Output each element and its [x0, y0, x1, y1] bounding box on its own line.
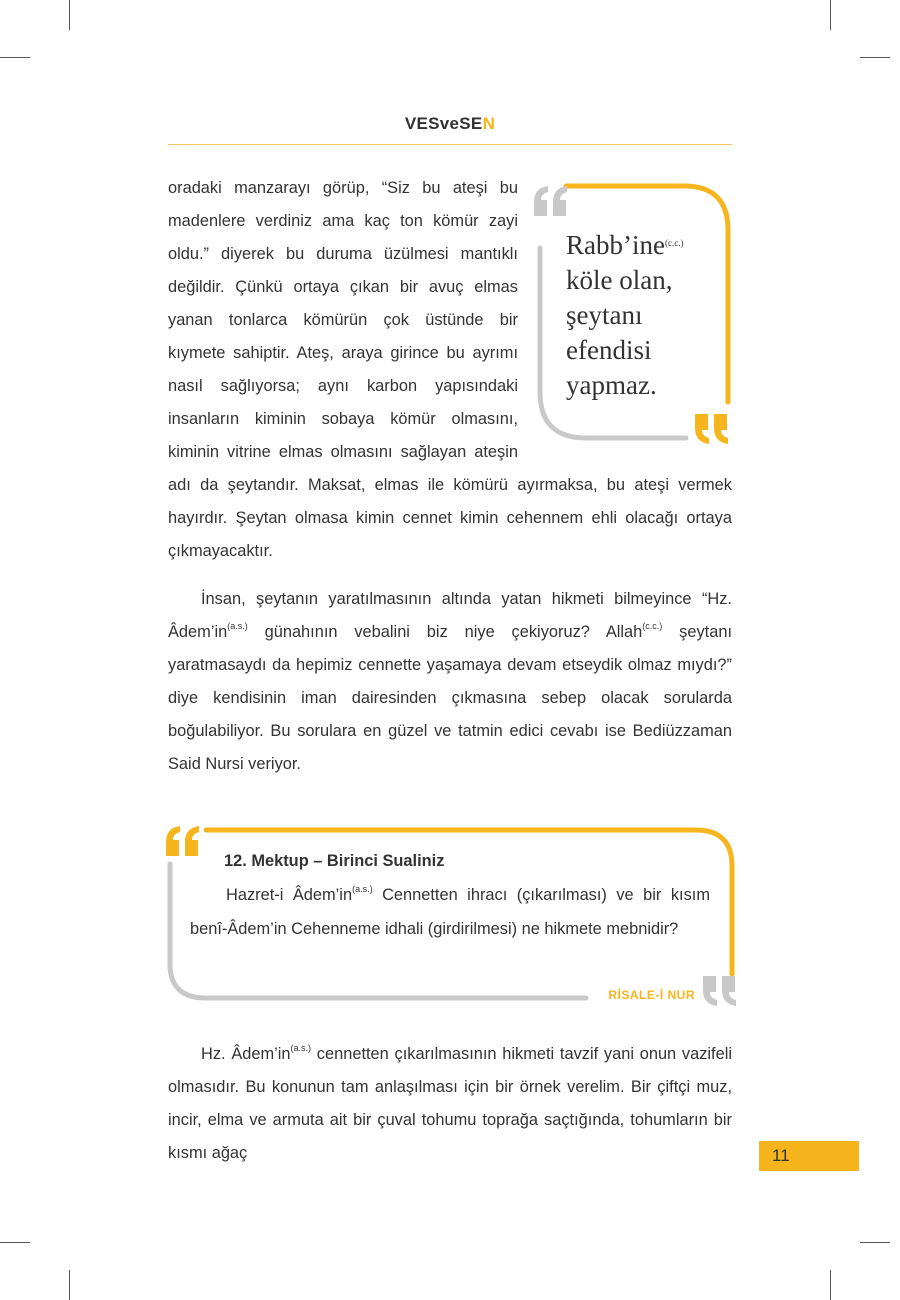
header-rule	[168, 144, 732, 145]
paragraph-2-block	[168, 583, 732, 781]
paragraph-3-text: cennetten çıkarılmasının hikmeti tavzif yani onun vazifeli olmasıdır. Bu konunun tam anlaşılması için bir örnek verelim. Bir çiftçi muz, incir, elma ve armuta ait bir çuval tohumu toprağa saçtığında, tohumların bir kısmı ağaç	[168, 1045, 733, 1162]
page-number: 11	[759, 1141, 859, 1171]
quote-box	[166, 824, 736, 1004]
paragraph-3	[168, 1038, 732, 1170]
honorific-superscript: (a.s.)	[227, 621, 248, 631]
quote-box-text	[190, 844, 710, 946]
pull-quote-line: şeytanı	[566, 300, 643, 330]
paragraph-1: oradaki manzarayı görüp, “Siz bu ateşi bu madenlere verdiniz ama kaç ton kömür zayi oldu.” diyerek bu duruma üzülmesi mantıklı değildir. Çünkü ortaya çıkan bir avuç elmas yanan tonlarca kömürün çok üstünde bir kıymete sahiptir. Ateş, araya girince bu ayrımı nasıl sağlıyorsa; aynı karbon yapısındaki insanların kiminin sobaya kömür olmasını, kiminin vitrine elmas olmasını sağlayan ateşin adı da şeytandır. Maksat, elmas ile kömürü ayırmaksa, bu ateşi vermek hayırdır. Şeytan olmasa kimin cennet kimin cehennem ehli olacağı ortaya çıkmayacaktır.	[168, 179, 732, 560]
quote-source: RİSALE-İ NUR	[608, 988, 695, 1002]
close-quote-icon	[690, 412, 730, 446]
running-head	[168, 114, 732, 134]
pull-quote-line: köle olan,	[566, 265, 673, 295]
crop-mark	[69, 0, 70, 30]
crop-mark	[860, 1242, 890, 1243]
crop-mark	[860, 57, 890, 58]
close-quote-icon	[698, 974, 738, 1008]
running-head-title: VESveSE	[404, 114, 483, 133]
paragraph-2	[168, 583, 732, 781]
open-quote-icon	[532, 184, 572, 218]
paragraph-2-text: şeytanı yaratmasaydı da hepimiz cennette yaşamaya devam etseydik olmaz mıydı?” diye kendisinin iman dairesinden çıkmasına sebep olacak sorularda boğulabiliyor. Bu sorulara en güzel ve tatmin edici cevabı ise Bediüzzaman Said Nursi veriyor.	[168, 623, 732, 773]
quote-box-body-text: Hazret-i Âdem’in	[226, 886, 353, 904]
paragraph-2-text: İnsan, şeytanın yaratılmasının altında yatan hikmeti bilmeyince “Hz. Âdem’in	[168, 590, 732, 641]
paragraph-1-block	[168, 172, 732, 568]
crop-mark	[830, 0, 831, 30]
honorific-superscript: (a.s.)	[352, 884, 373, 894]
pull-quote-line: yapmaz.	[566, 370, 657, 400]
honorific-superscript: (c.c.)	[642, 621, 663, 631]
crop-mark	[0, 1242, 30, 1243]
crop-mark	[69, 1270, 70, 1300]
pull-quote	[536, 176, 732, 448]
pull-quote-line: efendisi	[566, 335, 652, 365]
paragraph-3-block	[168, 1038, 732, 1170]
paragraph-3-text: Hz. Âdem’in	[201, 1045, 291, 1063]
crop-mark	[830, 1270, 831, 1300]
quote-box-body	[190, 878, 710, 946]
quote-box-title: 12. Mektup – Birinci Sualiniz	[224, 852, 445, 870]
paragraph-2-text: günahının vebalini biz niye çekiyoruz? Allah	[247, 623, 643, 641]
honorific-superscript: (c.c.)	[664, 238, 684, 248]
running-head-accent: N	[482, 114, 496, 133]
pull-quote-text	[566, 228, 736, 403]
honorific-superscript: (a.s.)	[290, 1043, 312, 1053]
crop-mark	[0, 57, 30, 58]
quote-box-body-text: Cennetten ihracı (çıkarılması) ve bir kısım benî-Âdem’in Cehenneme idhali (girdirilmesi) ne hikmete mebnidir?	[190, 886, 710, 938]
pull-quote-line: Rabb’ine	[566, 230, 665, 260]
